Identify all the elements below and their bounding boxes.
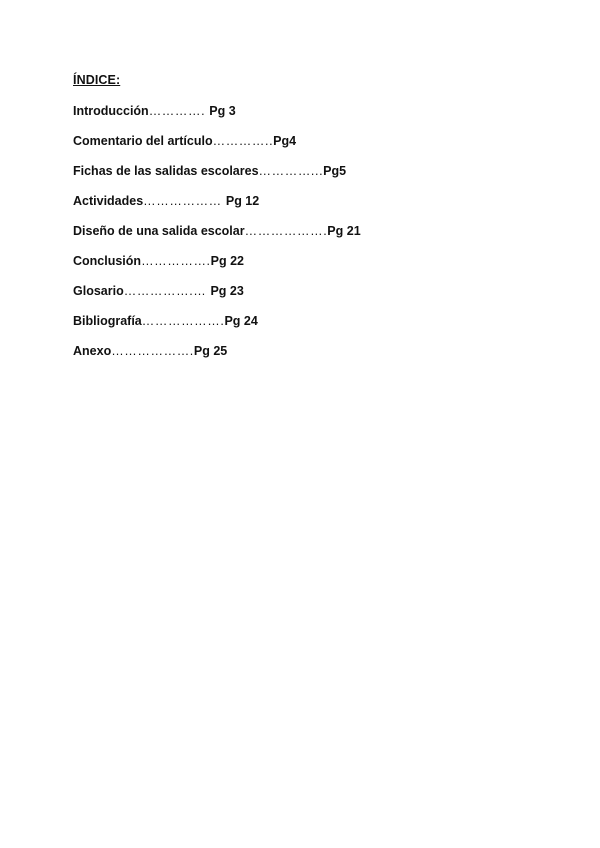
toc-entry-page: Pg 23: [210, 284, 244, 298]
toc-entry-leader: …………..: [212, 134, 274, 148]
toc-entry-leader: ……………….: [111, 344, 194, 358]
toc-list: [73, 103, 361, 373]
toc-entry-page: Pg 25: [193, 344, 228, 358]
toc-entry-label: Comentario del artículo: [73, 134, 213, 148]
toc-entry-leader: …………….: [141, 254, 211, 268]
toc-entry-leader: ……………….: [244, 224, 328, 238]
toc-entry-leader: …………….…: [123, 284, 211, 298]
toc-entry-page: Pg4: [273, 134, 297, 148]
toc-entry-label: Diseño de una salida escolar: [73, 224, 245, 238]
toc-entry-leader: …………...: [258, 164, 324, 178]
toc-entry-anexo: [73, 343, 361, 373]
toc-entry-page: Pg 12: [225, 194, 260, 208]
toc-entry-leader: ……………….: [141, 314, 225, 328]
toc-entry-page: Pg 24: [224, 314, 258, 328]
toc-entry-label: Introducción: [73, 104, 149, 118]
toc-entry-label: Fichas de las salidas escolares: [73, 164, 259, 178]
toc-entry-label: Bibliografía: [73, 314, 142, 328]
toc-entry-page: Pg 22: [210, 254, 244, 268]
toc-entry-comentario: [73, 133, 361, 163]
toc-entry-page: Pg5: [323, 164, 347, 178]
toc-entry-conclusion: [73, 253, 361, 283]
toc-entry-label: Glosario: [73, 284, 124, 298]
toc-entry-label: Anexo: [73, 344, 112, 358]
toc-entry-leader: ………….: [148, 104, 210, 118]
toc-entry-actividades: [73, 193, 361, 223]
toc-entry-page: Pg 21: [327, 224, 361, 238]
toc-entry-diseno: [73, 223, 361, 253]
toc-entry-leader: ………………: [143, 194, 226, 208]
toc-entry-introduccion: [73, 103, 361, 133]
toc-title: ÍNDICE:: [73, 73, 121, 87]
toc-entry-label: Conclusión: [73, 254, 142, 268]
toc-entry-glosario: [73, 283, 361, 313]
toc-entry-bibliografia: [73, 313, 361, 343]
toc-entry-label: Actividades: [73, 194, 144, 208]
toc-entry-page: Pg 3: [209, 104, 236, 118]
toc-entry-fichas: [73, 163, 361, 193]
